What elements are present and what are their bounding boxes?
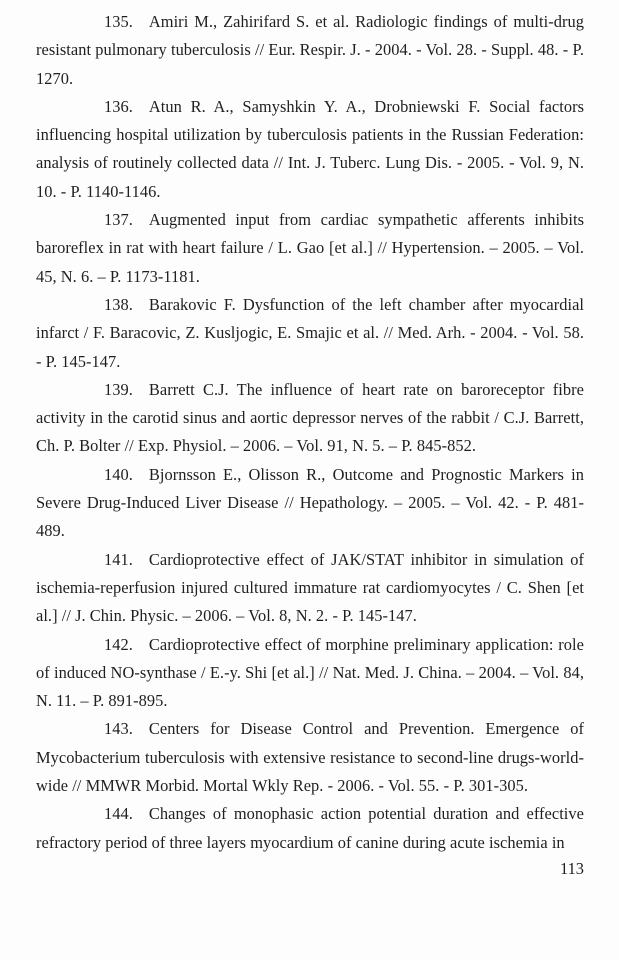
reference-text: Atun R. A., Samyshkin Y. A., Drobniewski F. Social factors influencing hospital utilization by tuberculosis patients in the Russian Federation: analysis of routinely collected data // Int. J. Tuberc. Lung Dis. - 2005. - Vol. 9, N. 10. - P. 1140-1146.: [36, 96, 584, 201]
reference-item: [36, 93, 584, 206]
reference-number: 136.: [104, 96, 133, 116]
reference-text: Changes of monophasic action potential duration and effective refractory period of three layers myocardium of canine during acute ischemia in: [36, 804, 584, 852]
reference-item: [36, 291, 584, 376]
reference-item: [36, 8, 584, 93]
reference-text: Amiri M., Zahirifard S. et al. Radiologic findings of multi-drug resistant pulmonary tuberculosis // Eur. Respir. J. - 2004. - Vol. 28. - Suppl. 48. - P. 1270.: [36, 12, 584, 88]
reference-number: 141.: [104, 549, 133, 569]
reference-text: Cardioprotective effect of JAK/STAT inhibitor in simulation of ischemia-reperfusion injured cultured immature rat cardiomyocytes / C. Shen [et al.] // J. Chin. Physic. – 2006. – Vol. 8, N. 2. - P. 145-147.: [36, 549, 584, 626]
reference-item: [36, 206, 584, 291]
reference-text: Cardioprotective effect of morphine preliminary application: role of induced NO-synthase / E.-y. Shi [et al.] // Nat. Med. J. China. – 2004. – Vol. 84, N. 11. – P. 891-895.: [36, 634, 584, 711]
reference-list: [36, 8, 584, 857]
reference-item: [36, 376, 584, 461]
reference-text: Centers for Disease Control and Prevention. Emergence of Mycobacterium tuberculosis with extensive resistance to second-line drugs-world-wide // MMWR Morbid. Mortal Wkly Rep. - 2006. - Vol. 55. - P. 301-305.: [36, 719, 584, 796]
reference-number: 140.: [104, 464, 133, 484]
reference-text: Barakovic F. Dysfunction of the left chamber after myocardial infarct / F. Baracovic, Z. Kusljogic, E. Smajic et al. // Med. Arh. - 2004. - Vol. 58. - P. 145-147.: [36, 294, 584, 371]
reference-item: [36, 546, 584, 631]
reference-number: 135.: [104, 12, 133, 31]
reference-number: 139.: [104, 379, 133, 399]
reference-number: 143.: [104, 719, 133, 739]
reference-number: 137.: [104, 210, 133, 230]
reference-item: [36, 715, 584, 800]
reference-item: [36, 461, 584, 546]
reference-text: Augmented input from cardiac sympathetic afferents inhibits baroreflex in rat with heart failure / L. Gao [et al.] // Hypertension. – 2005. – Vol. 45, N. 6. – P. 1173-1181.: [36, 210, 584, 286]
reference-text: Bjornsson E., Olisson R., Outcome and Prognostic Markers in Severe Drug-Induced Liver Disease // Hepathology. – 2005. – Vol. 42. - P. 481-489.: [36, 464, 584, 541]
reference-item: [36, 631, 584, 716]
reference-number: 142.: [104, 634, 133, 654]
reference-number: 138.: [104, 294, 133, 314]
reference-number: 144.: [104, 804, 133, 824]
page-number: 113: [560, 859, 584, 878]
reference-item: [36, 800, 584, 857]
reference-text: Barrett C.J. The influence of heart rate on baroreceptor fibre activity in the carotid sinus and aortic depressor nerves of the rabbit / C.J. Barrett, Ch. P. Bolter // Exp. Physiol. – 2006. – Vol. 91, N. 5. – P. 845-852.: [36, 379, 584, 456]
